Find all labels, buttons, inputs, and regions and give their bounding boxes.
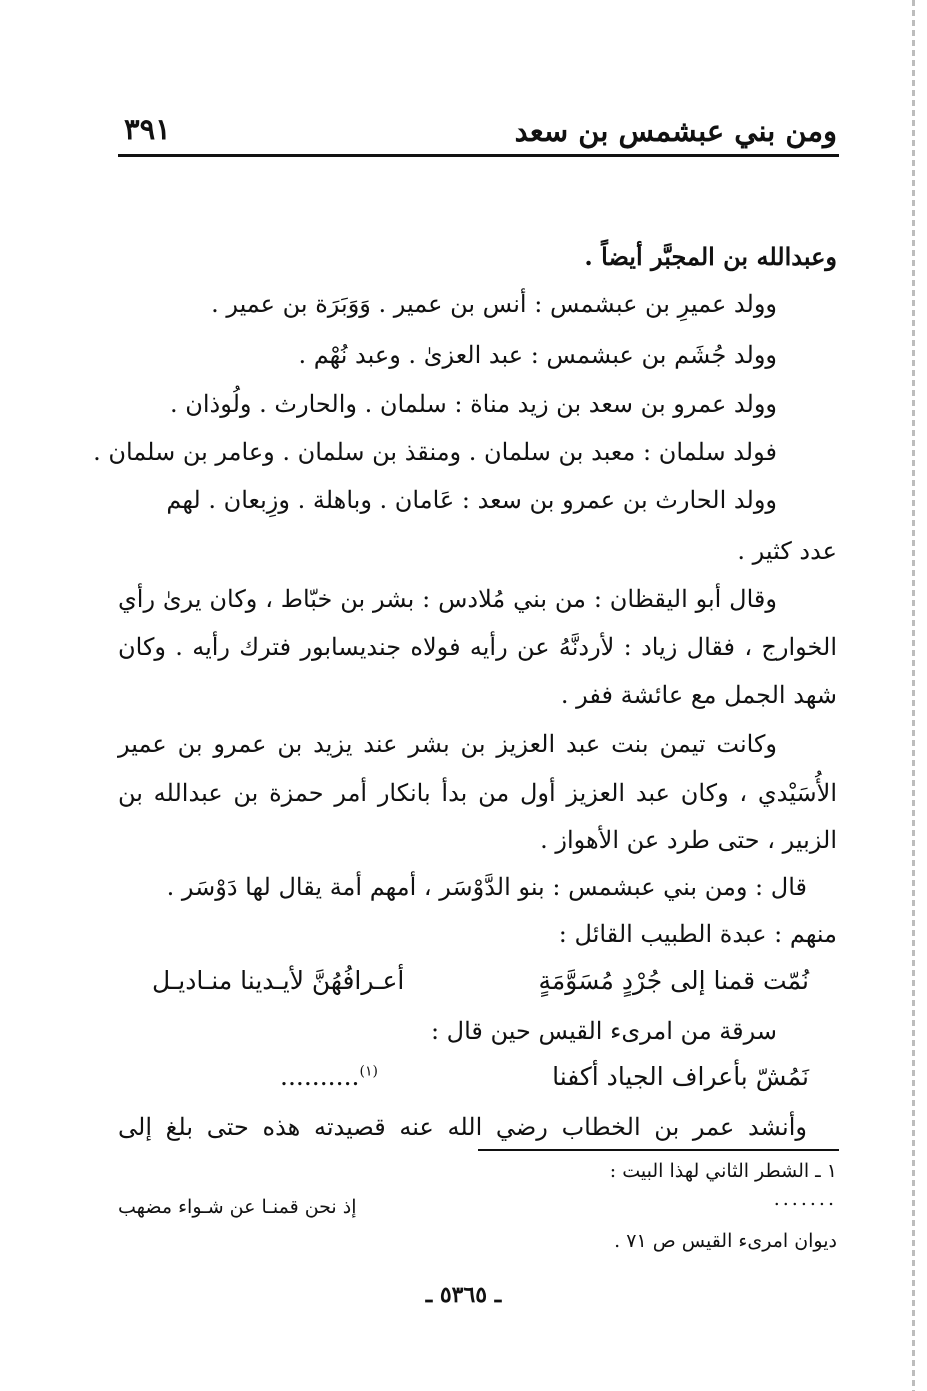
body-line-12: الأُسَيْدي ، وكان عبد العزيز أول من بدأ بانكار أمر حمزة بن عبدالله بن (118, 779, 837, 807)
body-line-11: وكانت تيمن بنت عبد العزيز بن بشر عند يزيد بن عمرو بن عمير (118, 730, 777, 758)
body-line-13: الزبير ، حتى طرد عن الأهواز . (540, 826, 837, 854)
body-line-10: شهد الجمل مع عائشة ففر . (560, 681, 837, 709)
body-line-3: وولد جُشَم بن عبشمس : عبد العزىٰ . وعبد نُهْم . (298, 341, 777, 369)
poem-1-second-hemistich: أعـرافُهُنَّ لأيـدينا منـاديـل (152, 966, 405, 995)
ellipsis-dots: .......... (280, 1062, 360, 1091)
header-rule (118, 154, 839, 157)
footnote-rule (478, 1149, 839, 1151)
poem-2-first-hemistich: نَمُشّ بأعراف الجياد أكفنا (552, 1062, 809, 1091)
footnote-marker: (١) (359, 1063, 378, 1080)
running-header-page-number: ٣٩١ (124, 112, 171, 146)
body-line-7: عدد كثير . (737, 537, 837, 565)
folio-number: ـ ٥٣٦٥ ـ (425, 1282, 502, 1308)
body-line-5: فولد سلمان : معبد بن سلمان . ومنقذ بن سلمان . وعامر بن سلمان . (93, 438, 777, 466)
body-line-1: وعبدالله بن المجبَّر أيضاً . (584, 242, 837, 271)
body-line-2: وولد عميرِ بن عبشمس : أنس بن عمير . وَوَبَرَة بن عمير . (211, 290, 777, 318)
footnote-source: ديوان امرىء القيس ص ٧١ . (614, 1230, 837, 1252)
footnote-verse: إذ نحن قمنـا عن شـواء مضهب (118, 1196, 357, 1218)
body-line-14: قال : ومن بني عبشمس : بنو الدَّوْسَر ، أمهم أمة يقال لها دَوْسَر . (166, 873, 807, 901)
poem-2-omitted-hemistich (280, 1062, 378, 1091)
body-line-8: وقال أبو اليقظان : من بني مُلادس : بشر بن خبّاط ، وكان يرىٰ رأي (118, 585, 777, 613)
body-line-after-poem: سرقة من امرىء القيس حين قال : (430, 1017, 777, 1045)
body-line-9: الخوارج ، فقال زياد : لأردنَّهُ عن رأيه فولاه جنديسابور فترك رأيه . وكان (118, 633, 837, 661)
footnote-label: ١ ـ الشطر الثاني لهذا البيت : (609, 1160, 837, 1182)
body-line-15: منهم : عبدة الطبيب القائل : (558, 920, 837, 948)
running-header-title: ومن بني عبشمس بن سعد (514, 114, 837, 148)
body-line-6: وولد الحارث بن عمرو بن سعد : عَامان . وباهلة . وزِبعان . لهم (166, 486, 777, 514)
poem-1-first-hemistich: نُمّت قمنا إلى جُرْدٍ مُسَوَّمَةٍ (538, 966, 809, 995)
footnote-dots: ....... (773, 1188, 837, 1210)
body-line-4: وولد عمرو بن سعد بن زيد مناة : سلمان . والحارث . ولُوذان . (169, 390, 777, 418)
page-edge (912, 0, 915, 1391)
body-line-last: وأنشد عمر بن الخطاب رضي الله عنه قصيدته هذه حتى بلغ إلى (118, 1113, 807, 1141)
